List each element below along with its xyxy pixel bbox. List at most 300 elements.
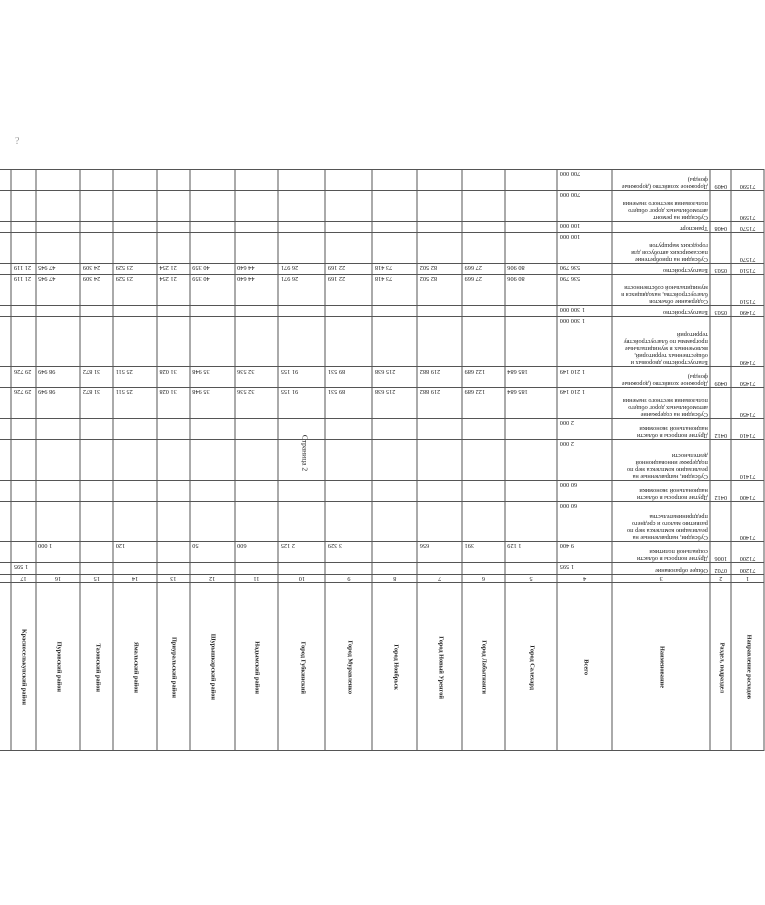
cell-section-code [710, 388, 731, 419]
cell-amount [505, 501, 558, 542]
cell-amount [0, 191, 11, 222]
cell-amount [372, 191, 417, 222]
cell-amount: 89 531 [325, 388, 372, 419]
cell-amount [505, 170, 558, 191]
cell-section-code [710, 440, 731, 481]
cell-amount [462, 501, 505, 542]
cell-amount [80, 191, 113, 222]
cell-amount: 44 640 [235, 275, 279, 306]
cell-amount: 40 359 [190, 263, 235, 274]
cell-amount [325, 305, 372, 316]
cell-amount: 31 872 [80, 388, 113, 419]
column-header: Приуральский район [157, 582, 190, 750]
cell-amount: 219 882 [417, 367, 462, 388]
cell-amount [278, 480, 325, 501]
cell-amount [11, 233, 35, 264]
cell-amount [278, 233, 325, 264]
column-index: 15 [80, 574, 113, 582]
cell-amount [505, 440, 558, 481]
cell-amount [372, 563, 417, 574]
cell-amount [417, 501, 462, 542]
cell-amount [0, 170, 11, 191]
cell-amount: 82 502 [417, 275, 462, 306]
table-row [0, 305, 764, 316]
cell-amount [157, 501, 190, 542]
column-header [0, 582, 11, 750]
cell-name: Субсидии, направленные на реализацию комплекса мер по поддержке инновационной деятельности [612, 440, 710, 481]
cell-amount: 21 119 [11, 275, 35, 306]
cell-amount [80, 317, 113, 367]
cell-amount [417, 170, 462, 191]
cell-amount [372, 170, 417, 191]
cell-direction-code: 71490 [731, 317, 764, 367]
cell-amount [235, 221, 279, 232]
cell-amount: 91 155 [278, 388, 325, 419]
cell-amount: 29 726 [11, 367, 35, 388]
page-label: Страница 2 [300, 434, 310, 472]
column-index-row [0, 574, 764, 582]
column-header: Ямальский район [113, 582, 157, 750]
column-header: Всего [557, 582, 612, 750]
table-row [0, 542, 764, 563]
cell-amount [11, 480, 35, 501]
cell-total: 536 790 [557, 263, 612, 274]
cell-amount [235, 170, 279, 191]
table-row [0, 480, 764, 501]
cell-amount [80, 305, 113, 316]
cell-direction-code: 71570 [731, 233, 764, 264]
cell-amount [0, 275, 11, 306]
cell-amount [417, 419, 462, 440]
cell-amount [417, 191, 462, 222]
cell-amount [235, 317, 279, 367]
table-row [0, 191, 764, 222]
cell-amount [11, 317, 35, 367]
cell-amount: 31 872 [80, 367, 113, 388]
cell-amount [0, 542, 11, 563]
column-index: 7 [417, 574, 462, 582]
cell-amount [0, 317, 11, 367]
cell-amount: 22 169 [325, 263, 372, 274]
header-row [0, 582, 764, 750]
cell-amount [113, 480, 157, 501]
cell-amount [36, 170, 81, 191]
cell-amount [325, 563, 372, 574]
cell-amount [235, 233, 279, 264]
cell-amount [278, 563, 325, 574]
cell-name: Благоустройство [612, 305, 710, 316]
cell-total: 100 000 [557, 233, 612, 264]
cell-amount [11, 221, 35, 232]
cell-amount [505, 191, 558, 222]
cell-amount [36, 233, 81, 264]
cell-amount [372, 317, 417, 367]
cell-direction-code: 71400 [731, 480, 764, 501]
cell-direction-code: 71510 [731, 275, 764, 306]
cell-amount: 29 726 [11, 388, 35, 419]
cell-direction-code: 71400 [731, 501, 764, 542]
cell-amount [190, 191, 235, 222]
cell-amount [113, 317, 157, 367]
cell-amount: 91 155 [278, 367, 325, 388]
cell-amount [505, 233, 558, 264]
cell-amount: 24 309 [80, 263, 113, 274]
cell-amount [113, 563, 157, 574]
cell-amount [157, 233, 190, 264]
cell-amount: 215 638 [372, 367, 417, 388]
cell-name: Благоустройство [612, 263, 710, 274]
cell-name: Дорожное хозяйство (дорожные фонды) [612, 367, 710, 388]
cell-amount [462, 480, 505, 501]
cell-amount: 27 669 [462, 275, 505, 306]
cell-total: 1 210 149 [557, 367, 612, 388]
cell-amount: 32 536 [235, 367, 279, 388]
cell-amount [80, 440, 113, 481]
cell-amount [190, 563, 235, 574]
column-header: Город Салехард [505, 582, 558, 750]
cell-amount [36, 191, 81, 222]
cell-amount [190, 221, 235, 232]
cell-amount: 82 502 [417, 263, 462, 274]
cell-section-code [710, 233, 731, 264]
column-header: Раздел, подраздел [710, 582, 731, 750]
cell-section-code: 1006 [710, 542, 731, 563]
cell-amount: 215 638 [372, 388, 417, 419]
column-header: Тазовский район [80, 582, 113, 750]
cell-amount [11, 419, 35, 440]
cell-section-code: 0702 [710, 563, 731, 574]
cell-amount [278, 419, 325, 440]
cell-direction-code: 71510 [731, 263, 764, 274]
cell-amount: 25 511 [113, 388, 157, 419]
cell-amount [235, 480, 279, 501]
cell-direction-code: 71410 [731, 440, 764, 481]
cell-amount [505, 305, 558, 316]
cell-amount [190, 419, 235, 440]
cell-amount [113, 440, 157, 481]
cell-amount [36, 563, 81, 574]
cell-amount [417, 317, 462, 367]
cell-amount [462, 170, 505, 191]
cell-amount: 22 169 [325, 275, 372, 306]
cell-direction-code: 71570 [731, 221, 764, 232]
cell-amount [278, 440, 325, 481]
cell-name: Субсидии на ремонт автомобильных дорог общего пользования местного значения [612, 191, 710, 222]
budget-table [0, 169, 765, 751]
cell-amount: 21 119 [11, 263, 35, 274]
cell-amount [325, 170, 372, 191]
cell-amount [157, 317, 190, 367]
cell-amount [80, 221, 113, 232]
table-row [0, 388, 764, 419]
cell-amount: 73 418 [372, 275, 417, 306]
cell-amount [235, 305, 279, 316]
cell-amount [372, 480, 417, 501]
cell-amount: 31 028 [157, 367, 190, 388]
cell-amount [0, 419, 11, 440]
cell-section-code [710, 191, 731, 222]
cell-amount: 1 000 [36, 542, 81, 563]
cell-total: 60 000 [557, 501, 612, 542]
cell-amount [278, 170, 325, 191]
cell-amount [36, 480, 81, 501]
table-row [0, 275, 764, 306]
cell-amount [36, 221, 81, 232]
cell-amount [0, 305, 11, 316]
column-header: Пуровский район [36, 582, 81, 750]
cell-amount: 21 254 [157, 263, 190, 274]
table-row [0, 221, 764, 232]
cell-amount [372, 501, 417, 542]
cell-amount [113, 501, 157, 542]
cell-amount [190, 317, 235, 367]
cell-section-code: 0409 [710, 170, 731, 191]
table-row [0, 367, 764, 388]
cell-amount: 47 945 [36, 275, 81, 306]
cell-amount: 40 359 [190, 275, 235, 306]
column-index [0, 574, 11, 582]
cell-total: 2 000 [557, 440, 612, 481]
cell-amount [278, 221, 325, 232]
cell-section-code: 0408 [710, 221, 731, 232]
cell-amount [372, 419, 417, 440]
cell-amount: 89 531 [325, 367, 372, 388]
cell-amount [11, 170, 35, 191]
cell-amount [36, 317, 81, 367]
cell-amount: 31 028 [157, 388, 190, 419]
table-row [0, 440, 764, 481]
column-index: 9 [325, 574, 372, 582]
cell-amount: 120 [113, 542, 157, 563]
cell-amount [372, 305, 417, 316]
cell-amount [157, 419, 190, 440]
cell-amount [113, 419, 157, 440]
cell-amount [372, 233, 417, 264]
cell-total: 1 300 000 [557, 317, 612, 367]
cell-amount [36, 305, 81, 316]
cell-total: 700 000 [557, 170, 612, 191]
table-row [0, 263, 764, 274]
cell-amount [113, 305, 157, 316]
cell-amount [11, 440, 35, 481]
cell-name: Субсидии, направленные на реализацию комплекса мер по развитию малого и среднего предпринимательства [612, 501, 710, 542]
cell-amount: 23 529 [113, 275, 157, 306]
cell-amount: 23 529 [113, 263, 157, 274]
table-row [0, 170, 764, 191]
cell-amount [0, 480, 11, 501]
cell-amount [157, 170, 190, 191]
cell-section-code [710, 501, 731, 542]
column-header: Красноселькупский район [11, 582, 35, 750]
cell-section-code: 0412 [710, 419, 731, 440]
cell-total: 60 000 [557, 480, 612, 501]
cell-amount [278, 317, 325, 367]
cell-amount: 35 948 [190, 388, 235, 419]
cell-amount [417, 563, 462, 574]
cell-total: 100 000 [557, 221, 612, 232]
column-header: Город Губкинский [278, 582, 325, 750]
cell-amount [0, 440, 11, 481]
cell-amount [235, 563, 279, 574]
cell-direction-code: 71410 [731, 419, 764, 440]
cell-amount [235, 191, 279, 222]
cell-section-code: 0409 [710, 367, 731, 388]
cell-amount [0, 233, 11, 264]
cell-amount [325, 480, 372, 501]
cell-amount [462, 233, 505, 264]
column-index: 8 [372, 574, 417, 582]
cell-amount: 32 536 [235, 388, 279, 419]
cell-amount [462, 563, 505, 574]
cell-amount [157, 563, 190, 574]
cell-amount [0, 263, 11, 274]
cell-amount: 50 [190, 542, 235, 563]
cell-amount: 47 945 [36, 263, 81, 274]
cell-direction-code: 71200 [731, 542, 764, 563]
cell-amount [80, 501, 113, 542]
cell-amount [190, 233, 235, 264]
cell-direction-code: 71200 [731, 563, 764, 574]
cell-section-code: 0503 [710, 263, 731, 274]
cell-amount [80, 170, 113, 191]
cell-name: Другие вопросы в области национальной экономики [612, 480, 710, 501]
cell-amount [235, 440, 279, 481]
table-row [0, 501, 764, 542]
cell-amount [157, 191, 190, 222]
cell-amount [417, 480, 462, 501]
cell-amount [0, 367, 11, 388]
column-index: 12 [190, 574, 235, 582]
cell-direction-code: 71450 [731, 367, 764, 388]
cell-amount [417, 221, 462, 232]
cell-amount [36, 419, 81, 440]
cell-amount: 391 [462, 542, 505, 563]
cell-name: Другие вопросы в области национальной экономики [612, 419, 710, 440]
cell-amount [0, 501, 11, 542]
cell-amount [462, 191, 505, 222]
cell-amount [36, 440, 81, 481]
cell-amount: 185 684 [505, 388, 558, 419]
column-header: Город Новый Уренгой [417, 582, 462, 750]
cell-amount [157, 440, 190, 481]
cell-amount: 73 418 [372, 263, 417, 274]
cell-total: 9 400 [557, 542, 612, 563]
cell-amount [462, 440, 505, 481]
cell-amount: 27 669 [462, 263, 505, 274]
cell-amount [278, 305, 325, 316]
cell-section-code: 0412 [710, 480, 731, 501]
cell-name: Дорожное хозяйство (дорожные фонды) [612, 170, 710, 191]
cell-amount [235, 419, 279, 440]
cell-amount [190, 501, 235, 542]
cell-amount: 80 906 [505, 263, 558, 274]
table-row [0, 317, 764, 367]
cell-section-code: 0503 [710, 305, 731, 316]
cell-amount [325, 317, 372, 367]
cell-amount: 600 [235, 542, 279, 563]
cell-amount [113, 191, 157, 222]
cell-amount [505, 221, 558, 232]
column-index: 13 [157, 574, 190, 582]
cell-total: 2 000 [557, 419, 612, 440]
cell-amount [157, 305, 190, 316]
margin-mark: ? [15, 136, 20, 147]
cell-amount: 1 129 [505, 542, 558, 563]
cell-amount [325, 221, 372, 232]
cell-name: Благоустройство дворовых и общественных территорий, включенных в муниципальные программы по благоустройству территорий [612, 317, 710, 367]
table-row [0, 563, 764, 574]
cell-amount [0, 221, 11, 232]
cell-name: Другие вопросы в области социальной политики [612, 542, 710, 563]
column-index: 16 [36, 574, 81, 582]
column-header: Город Лабытнанги [462, 582, 505, 750]
cell-name: Содержание объектов благоустройства, находящихся в муниципальной собственности [612, 275, 710, 306]
cell-amount [190, 480, 235, 501]
cell-amount [325, 191, 372, 222]
column-index: 10 [278, 574, 325, 582]
cell-amount: 98 949 [36, 388, 81, 419]
cell-amount [325, 233, 372, 264]
column-index: 4 [557, 574, 612, 582]
cell-amount [80, 419, 113, 440]
cell-amount [372, 542, 417, 563]
column-index: 1 [731, 574, 764, 582]
cell-amount [505, 317, 558, 367]
cell-name: Субсидии на содержание автомобильных дорог общего пользования местного значения [612, 388, 710, 419]
cell-amount [462, 305, 505, 316]
cell-amount [80, 542, 113, 563]
cell-amount [325, 419, 372, 440]
cell-total: 1 300 000 [557, 305, 612, 316]
column-header: Наименование [612, 582, 710, 750]
column-header: Город Муравленко [325, 582, 372, 750]
cell-amount [80, 563, 113, 574]
cell-amount [235, 501, 279, 542]
cell-amount: 98 949 [36, 367, 81, 388]
cell-amount [11, 305, 35, 316]
table-row [0, 233, 764, 264]
cell-amount [325, 440, 372, 481]
table-row [0, 419, 764, 440]
cell-amount [36, 501, 81, 542]
cell-amount [505, 563, 558, 574]
cell-amount [417, 233, 462, 264]
cell-amount [157, 542, 190, 563]
column-index: 11 [235, 574, 279, 582]
cell-amount [157, 221, 190, 232]
cell-amount: 21 254 [157, 275, 190, 306]
cell-amount: 80 906 [505, 275, 558, 306]
cell-direction-code: 71590 [731, 191, 764, 222]
cell-amount [505, 480, 558, 501]
cell-name: Субсидии на приобретение пассажирских автобусов для городских маршрутов [612, 233, 710, 264]
cell-amount [462, 419, 505, 440]
column-index: 6 [462, 574, 505, 582]
cell-amount: 2 125 [278, 542, 325, 563]
cell-amount [372, 440, 417, 481]
cell-amount: 3 329 [325, 542, 372, 563]
column-index: 2 [710, 574, 731, 582]
cell-amount [113, 170, 157, 191]
cell-amount [113, 221, 157, 232]
column-index: 3 [612, 574, 710, 582]
cell-amount [11, 191, 35, 222]
cell-amount: 656 [417, 542, 462, 563]
cell-amount [190, 440, 235, 481]
column-header: Город Ноябрьск [372, 582, 417, 750]
cell-amount [278, 191, 325, 222]
cell-amount: 219 882 [417, 388, 462, 419]
